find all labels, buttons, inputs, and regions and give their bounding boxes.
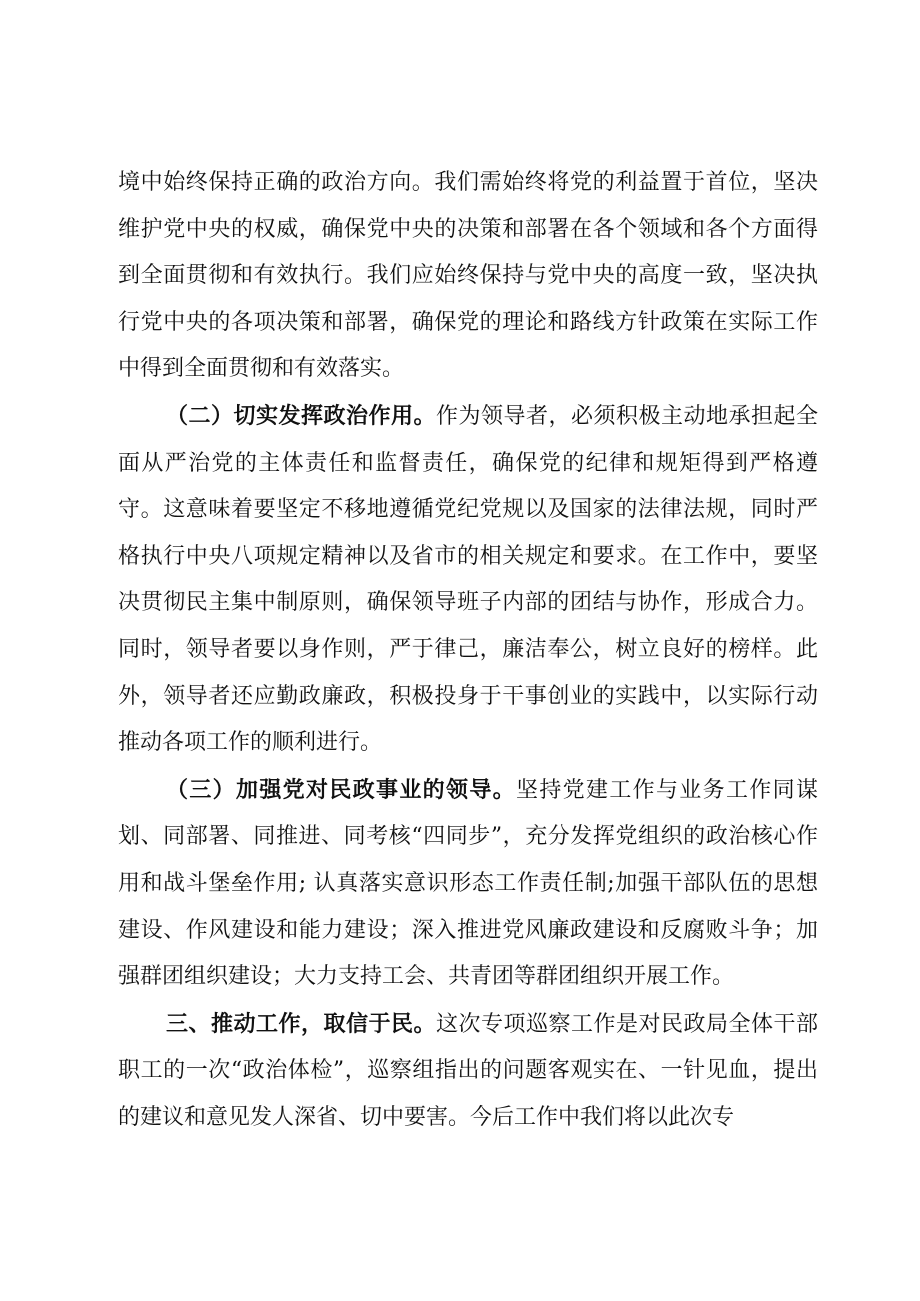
section-heading: （三）加强党对民政事业的领导。 [166,776,516,803]
paragraph-section-3 [118,767,818,1001]
paragraph-part-3 [118,1001,818,1142]
document-body [118,160,818,1141]
section-heading: （二）切实发挥政治作用。 [166,402,436,429]
paragraph-text: 坚持党建工作与业务工作同谋划、同部署、同推进、同考核“四同步”，充分发挥党组织的政治核心作用和战斗堡垒作用; 认真落实意识形态工作责任制;加强干部队伍的思想建设、作风建设和能力建设；深入推进党风廉政建设和反腐败斗争；加强群团组织建设；大力支持工会、共青团等群团组织开展工作。 [118,777,818,990]
paragraph-text: 作为领导者，必须积极主动地承担起全面从严治党的主体责任和监督责任，确保党的纪律和规矩得到严格遵守。这意味着要坚定不移地遵循党纪党规以及国家的法律法规，同时严格执行中央八项规定精神以及省市的相关规定和要求。在工作中，要坚决贯彻民主集中制原则，确保领导班子内部的团结与协作，形成合力。同时，领导者要以身作则，严于律己，廉洁奉公，树立良好的榜样。此外，领导者还应勤政廉政，积极投身于干事创业的实践中，以实际行动推动各项工作的顺利进行。 [118,403,818,756]
section-heading: 三、推动工作，取信于民。 [166,1010,436,1037]
paragraph-continued [118,160,818,393]
paragraph-text: 这次专项巡察工作是对民政局全体干部职工的一次“政治体检”，巡察组指出的问题客观实在、一针见血，提出的建议和意见发人深省、切中要害。今后工作中我们将以此次专 [118,1011,818,1130]
paragraph-section-2 [118,393,818,767]
paragraph-text: 境中始终保持正确的政治方向。我们需始终将党的利益置于首位，坚决维护党中央的权威，确保党中央的决策和部署在各个领域和各个方面得到全面贯彻和有效执行。我们应始终保持与党中央的高度一致，坚决执行党中央的各项决策和部署，确保党的理论和路线方针政策在实际工作中得到全面贯彻和有效落实。 [118,170,818,382]
